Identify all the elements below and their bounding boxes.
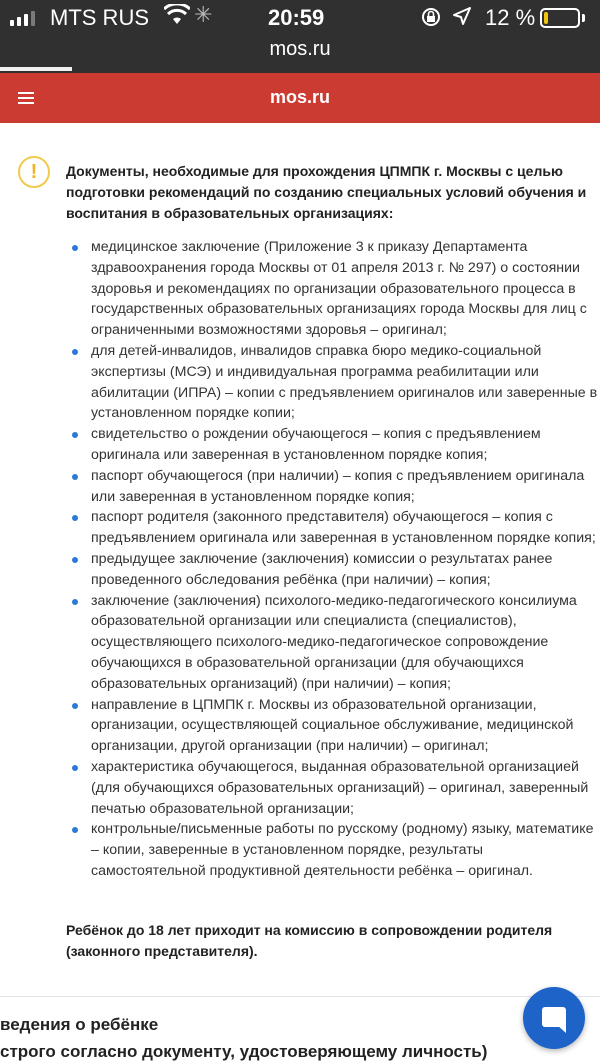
alert-icon: !: [18, 156, 50, 188]
chat-bubble-icon: [542, 1007, 566, 1027]
document-list-item-text: паспорт родителя (законного представителя) обучающегося – копия с предъявлением оригинала или заверенная в установленном порядке копия;: [91, 509, 596, 547]
documents-list: [72, 237, 600, 882]
clock: 20:59: [268, 5, 325, 30]
chat-button[interactable]: [523, 987, 585, 1049]
document-list-item: [72, 695, 600, 757]
bullet-icon: [72, 557, 78, 563]
bullet-icon: [72, 703, 78, 709]
section-divider: [0, 996, 600, 997]
document-list-item: [72, 341, 600, 424]
address-bar-url[interactable]: mos.ru: [269, 38, 331, 60]
chat-bubble-tail: [557, 1025, 566, 1033]
signal-bar: [17, 17, 21, 26]
document-list-item: [72, 237, 600, 341]
page-load-progress: [0, 67, 600, 71]
signal-bar: [24, 14, 28, 26]
bullet-icon: [72, 827, 78, 833]
hamburger-menu-icon[interactable]: [18, 92, 34, 105]
document-list-item-text: характеристика обучающегося, выданная образовательной организацией (для обучающихся образовательных организаций) – оригинал, заверенный печатью образовательной организации;: [91, 758, 589, 817]
document-list-item: [72, 757, 600, 819]
bullet-icon: [72, 515, 78, 521]
bullet-icon: [72, 474, 78, 480]
signal-bar: [31, 11, 35, 26]
location-icon: [452, 6, 472, 26]
accompaniment-note: Ребёнок до 18 лет приходит на комиссию в сопровождении родителя (законного представителя).: [66, 922, 553, 959]
document-list-item-text: направление в ЦПМПК г. Москвы из образовательной организации, организации, осуществляющей социальное обслуживание, медицинской организации, другой организации (при наличии) – оригинал;: [91, 696, 574, 755]
document-list-item-text: контрольные/письменные работы по русскому (родному) языку, математике – копии, заверенные в установленном порядке, результаты самостоятельной продуктивной деятельности ребёнка – оригинал.: [91, 821, 594, 879]
signal-bar: [10, 20, 14, 26]
site-title[interactable]: mos.ru: [269, 87, 330, 107]
document-list-item: [72, 466, 600, 508]
documents-intro: Документы, необходимые для прохождения ЦПМПК г. Москвы с целью подготовки рекомендаций по созданию специальных условий обучения и воспитания в образовательных организациях:: [66, 163, 587, 221]
activity-icon: ✳: [194, 2, 213, 27]
document-list-item: [72, 819, 600, 881]
document-list-item-text: предыдущее заключение (заключения) комиссии о результатах ранее проведенного обследования ребёнка (при наличии) – копия;: [91, 550, 553, 588]
document-list-item: [72, 424, 600, 466]
section-title: ведения о ребёнке: [0, 1015, 159, 1034]
bullet-icon: [72, 599, 78, 605]
document-list-item-text: заключение (заключения) психолого-медико-педагогического консилиума образовательной организации или специалиста (специалистов), осуществляющего психолого-медико-педагогическое сопровождение обучающихся в образовательной организации (для обучающихся образовательных организаций) (при наличии) – копия;: [91, 592, 577, 692]
document-list-item-text: свидетельство о рождении обучающегося – копия с предъявлением оригинала или заверенная в установленном порядке копия;: [91, 426, 541, 463]
section-subtitle: строго согласно документу, удостоверяющему личность): [0, 1042, 488, 1061]
carrier-name: MTS RUS: [50, 5, 149, 30]
rotation-lock-icon: [420, 6, 442, 28]
bullet-icon: [72, 245, 78, 251]
document-list-item-text: медицинское заключение (Приложение 3 к приказу Департамента здравоохранения города Москвы от 01 апреля 2013 г. № 297) о состоянии здоровья и рекомендациях по организации образовательного процесса в государственных образовательных организациях города Москвы для лиц с ограниченными возможностями здоровья – оригинал;: [91, 239, 587, 339]
document-list-item: [72, 591, 600, 695]
document-list-item-text: для детей-инвалидов, инвалидов справка бюро медико-социальной экспертизы (МСЭ) и индивидуальная программа реабилитации или абилитации (ИПРА) – копии с предъявлением оригиналов или заверенные в установленном порядке копии;: [91, 342, 598, 422]
document-list-item: [72, 549, 600, 591]
site-header: [0, 73, 600, 123]
bullet-icon: [72, 432, 78, 438]
bullet-icon: [72, 349, 78, 355]
bullet-icon: [72, 765, 78, 771]
document-list-item: [72, 507, 600, 549]
wifi-icon: [164, 4, 190, 26]
status-bar: [0, 0, 600, 82]
signal-icon: [10, 10, 35, 26]
battery-percent: 12 %: [485, 5, 536, 30]
document-list-item-text: паспорт обучающегося (при наличии) – копия с предъявлением оригинала или заверенная в установленном порядке копия;: [91, 467, 585, 505]
battery-tip: [582, 14, 585, 22]
battery-icon: [540, 8, 580, 28]
